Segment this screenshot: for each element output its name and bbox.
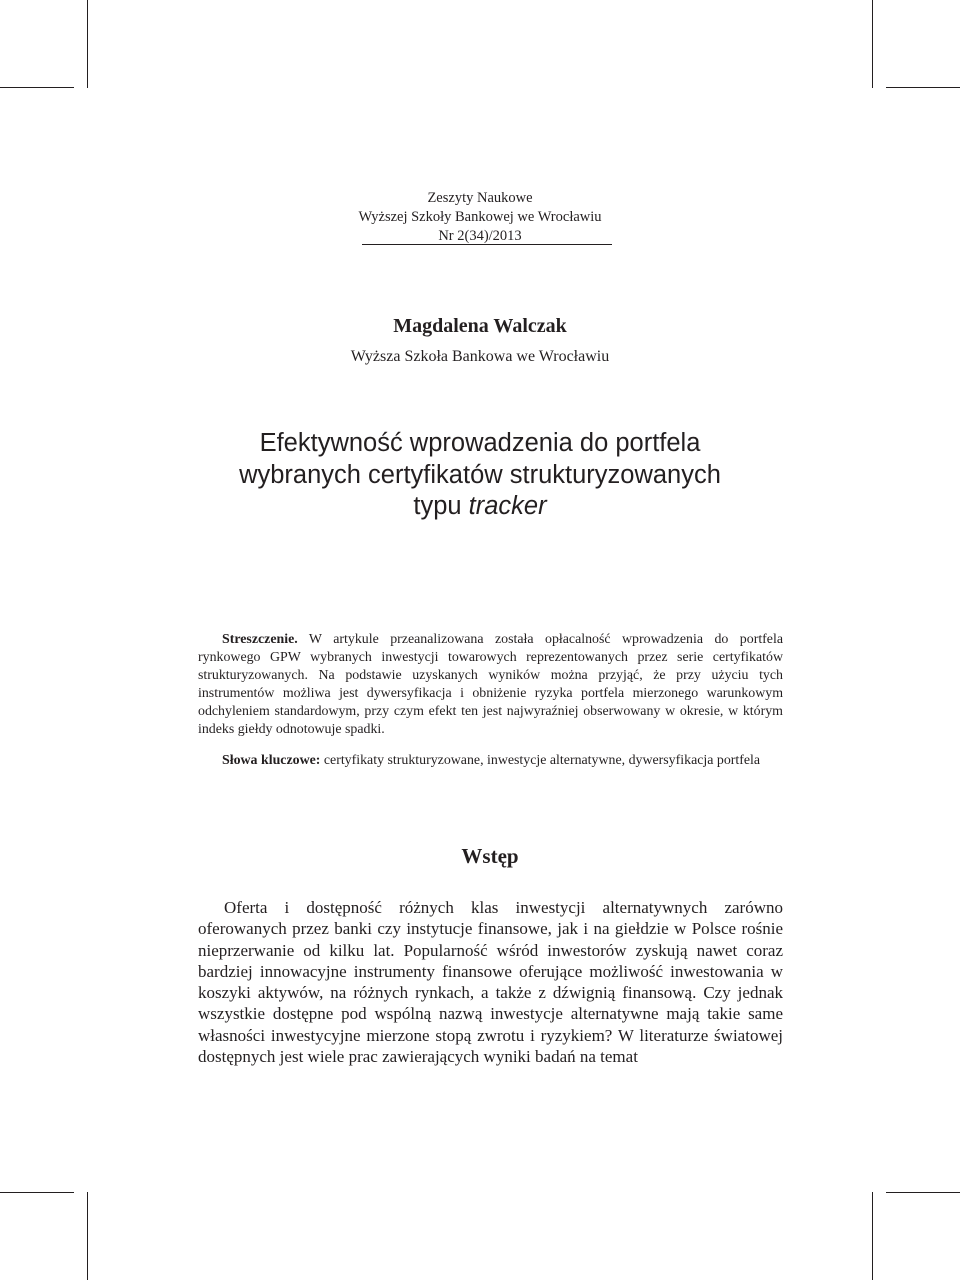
crop-mark-bottom-left-vertical [87,1192,88,1280]
title-line-3 [0,491,960,523]
journal-rule [362,244,612,245]
crop-mark-top-left-vertical [87,0,88,88]
keywords-label: Słowa kluczowe: [222,753,321,768]
abstract-text: W artykule przeanalizowana została opłacalność wprowadzenia do portfela rynkowego GPW wybranych inwestycji towarowych reprezentowanych przez serie certyfikatów strukturyzowanych. Na podstawie uzyskanych wyników można przyjąć, że przy użyciu tych instrumentów możliwa jest dywersyfikacja i obniżenie ryzyka portfela mierzonego warunkowym odchyleniem standardowym, przy czym efekt ten jest najwyraźniej obserwowany w okresie, w którym indeks giełdy odnotowuje spadki. [198,632,783,738]
journal-publisher: Wyższej Szkoły Bankowej we Wrocławiu [358,209,602,225]
article-title [0,428,960,523]
crop-mark-bottom-left-horizontal [0,1192,74,1193]
crop-mark-bottom-right-horizontal [886,1192,960,1193]
journal-name: Zeszyty Naukowe [427,190,533,206]
journal-header [0,189,960,246]
crop-mark-top-right-vertical [872,0,873,88]
keywords-text: certyfikaty strukturyzowane, inwestycje alternatywne, dywersyfikacja portfela [320,753,761,768]
title-line-3-prefix: typu [413,492,469,520]
abstract-paragraph [198,631,783,740]
author-affiliation: Wyższa Szkoła Bankowa we Wrocławiu [350,348,610,365]
keywords [198,752,783,770]
abstract-label: Streszczenie. [222,632,298,647]
crop-mark-top-right-horizontal [886,87,960,88]
title-line-2: wybranych certyfikatów strukturyzowanych [239,460,721,489]
journal-issue: Nr 2(34)/2013 [438,228,522,244]
title-line-3-italic: tracker [468,492,547,520]
abstract [198,631,783,740]
intro-paragraph: Oferta i dostępność różnych klas inwestycji alternatywnych zarówno oferowanych przez banki czy instytucje finansowe, jak i na giełdzie w Polsce rośnie nieprzerwanie od kilku lat. Popularność wśród inwestorów zyskują nawet coraz bardziej innowacyjne instrumenty finansowe oferujące możliwość inwestowania w koszyki aktywów, na różnych rynkach, a także z dźwignią finansową. Czy jednak wszystkie dostępne pod wspólną nazwą inwestycje alternatywne mają takie same własności inwestycyjne mierzone stopą zwrotu i ryzykiem? W literaturze światowej dostępnych jest wiele prac zawierających wyniki badań na temat [198,898,783,1067]
crop-mark-bottom-right-vertical [872,1192,873,1280]
section-heading: Wstęp [461,844,519,868]
crop-mark-top-left-horizontal [0,87,74,88]
title-line-1: Efektywność wprowadzenia do portfela [259,429,701,457]
author-name: Magdalena Walczak [393,315,567,337]
